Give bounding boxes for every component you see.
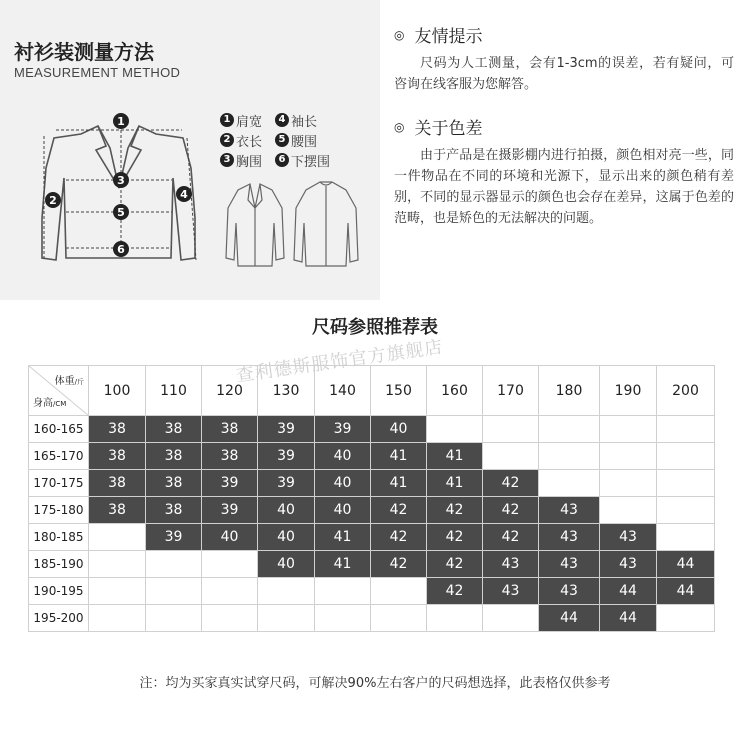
size-cell: 43 <box>600 524 657 551</box>
size-cell: 41 <box>371 443 427 470</box>
size-cell: 43 <box>539 497 600 524</box>
shirt-measurement-diagram <box>36 108 206 273</box>
size-cell: 39 <box>202 497 258 524</box>
size-cell: 40 <box>258 497 315 524</box>
legend-label: 腰围 <box>291 134 318 150</box>
size-cell: 39 <box>146 524 202 551</box>
size-cell: 38 <box>89 443 146 470</box>
size-cell: 40 <box>315 470 371 497</box>
size-cell <box>371 605 427 632</box>
legend-label: 胸围 <box>236 154 263 170</box>
size-cell: 42 <box>371 497 427 524</box>
measurement-subtitle: MEASUREMENT METHOD <box>14 65 181 80</box>
height-row-header: 195-200 <box>29 605 89 632</box>
measurement-title: 衬衫装测量方法 <box>14 40 154 64</box>
notice-text: 由于产品是在摄影棚内进行拍摄，颜色相对亮一些，同一件物品在不同的环境和光源下，显示出来的颜色稍有差别，不同的显示器显示的颜色也会存在差异，这属于色差的范畴，也是矫色的无法解决的问题。 <box>394 148 734 226</box>
size-cell: 38 <box>146 416 202 443</box>
legend-label: 肩宽 <box>236 114 263 130</box>
size-cell: 42 <box>483 497 539 524</box>
size-cell: 44 <box>657 551 715 578</box>
size-cell: 38 <box>146 443 202 470</box>
weight-column-header: 130 <box>258 366 315 416</box>
notice-title: 友情提示 <box>414 27 483 47</box>
size-cell: 39 <box>258 470 315 497</box>
size-cell: 44 <box>600 605 657 632</box>
size-table-title: 尺码参照推荐表 <box>312 317 438 338</box>
size-cell: 39 <box>258 416 315 443</box>
svg-text:6: 6 <box>117 243 125 256</box>
weight-column-header: 140 <box>315 366 371 416</box>
size-cell <box>600 497 657 524</box>
size-cell: 43 <box>539 551 600 578</box>
table-row <box>29 551 715 578</box>
size-cell: 43 <box>539 578 600 605</box>
size-cell: 38 <box>89 470 146 497</box>
size-cell: 40 <box>315 443 371 470</box>
size-cell: 38 <box>146 497 202 524</box>
weight-column-header: 150 <box>371 366 427 416</box>
notice-title: 关于色差 <box>414 119 483 139</box>
size-cell: 44 <box>539 605 600 632</box>
size-cell <box>258 578 315 605</box>
table-row <box>29 470 715 497</box>
size-cell: 41 <box>315 551 371 578</box>
table-row <box>29 497 715 524</box>
size-cell: 42 <box>371 524 427 551</box>
size-cell: 42 <box>427 497 483 524</box>
size-cell: 39 <box>315 416 371 443</box>
size-cell <box>483 416 539 443</box>
size-cell: 41 <box>427 470 483 497</box>
size-cell <box>483 443 539 470</box>
circle-bullet-icon: ◎ <box>394 119 405 134</box>
size-cell <box>539 470 600 497</box>
svg-text:1: 1 <box>117 115 125 128</box>
size-cell: 39 <box>202 470 258 497</box>
size-cell: 42 <box>427 551 483 578</box>
size-cell <box>202 578 258 605</box>
size-cell <box>315 605 371 632</box>
weight-column-header: 200 <box>657 366 715 416</box>
size-cell: 41 <box>427 443 483 470</box>
size-cell <box>657 470 715 497</box>
size-cell <box>483 605 539 632</box>
measurement-legend: 1 肩宽 4 袖长 2 衣长 5 腰围 3 胸围 6 下摆围 <box>220 110 330 170</box>
size-cell: 40 <box>315 497 371 524</box>
size-table-header-row <box>29 366 715 416</box>
notice-text: 尺码为人工测量，会有1-3cm的误差，若有疑问，可咨询在线客服为您解答。 <box>394 56 734 92</box>
size-cell: 44 <box>600 578 657 605</box>
size-cell <box>371 578 427 605</box>
size-cell <box>657 497 715 524</box>
size-cell: 40 <box>371 416 427 443</box>
size-cell <box>202 605 258 632</box>
size-cell <box>146 551 202 578</box>
size-cell: 40 <box>258 551 315 578</box>
table-row <box>29 443 715 470</box>
size-cell: 38 <box>202 416 258 443</box>
size-cell <box>427 605 483 632</box>
height-row-header: 190-195 <box>29 578 89 605</box>
height-row-header: 180-185 <box>29 524 89 551</box>
size-cell: 39 <box>258 443 315 470</box>
table-row <box>29 524 715 551</box>
size-cell <box>146 605 202 632</box>
size-cell: 43 <box>600 551 657 578</box>
weight-column-header: 100 <box>89 366 146 416</box>
legend-label: 袖长 <box>291 114 318 130</box>
size-cell: 40 <box>258 524 315 551</box>
size-cell: 41 <box>371 470 427 497</box>
size-cell: 42 <box>371 551 427 578</box>
size-cell: 42 <box>483 524 539 551</box>
size-cell: 38 <box>202 443 258 470</box>
size-cell <box>657 416 715 443</box>
weight-column-header: 170 <box>483 366 539 416</box>
size-cell: 44 <box>657 578 715 605</box>
size-cell: 41 <box>315 524 371 551</box>
size-cell: 42 <box>483 470 539 497</box>
size-cell <box>315 578 371 605</box>
table-corner-header <box>29 366 89 416</box>
weight-column-header: 120 <box>202 366 258 416</box>
size-cell <box>539 443 600 470</box>
height-row-header: 160-165 <box>29 416 89 443</box>
notice-friendly-tip <box>394 22 734 95</box>
weight-column-header: 110 <box>146 366 202 416</box>
size-cell <box>657 524 715 551</box>
size-cell: 43 <box>539 524 600 551</box>
size-cell: 40 <box>202 524 258 551</box>
size-cell <box>600 416 657 443</box>
weight-column-header: 180 <box>539 366 600 416</box>
size-cell <box>146 578 202 605</box>
table-row <box>29 605 715 632</box>
size-cell <box>89 524 146 551</box>
size-cell <box>258 605 315 632</box>
svg-text:3: 3 <box>117 174 125 187</box>
size-cell: 42 <box>427 578 483 605</box>
legend-label: 衣长 <box>236 134 263 150</box>
size-chart-table <box>28 365 715 632</box>
table-row <box>29 578 715 605</box>
height-row-header: 170-175 <box>29 470 89 497</box>
size-cell: 38 <box>89 416 146 443</box>
height-row-header: 175-180 <box>29 497 89 524</box>
garment-illustrations <box>220 178 370 270</box>
svg-text:5: 5 <box>117 206 125 219</box>
size-cell: 38 <box>146 470 202 497</box>
size-cell <box>600 470 657 497</box>
size-cell <box>539 416 600 443</box>
svg-text:4: 4 <box>180 188 188 201</box>
height-row-header: 165-170 <box>29 443 89 470</box>
weight-header: 体重/斤 <box>54 376 84 387</box>
weight-column-header: 160 <box>427 366 483 416</box>
size-cell <box>89 551 146 578</box>
height-row-header: 185-190 <box>29 551 89 578</box>
weight-column-header: 190 <box>600 366 657 416</box>
size-cell <box>89 605 146 632</box>
size-cell <box>657 605 715 632</box>
table-row <box>29 416 715 443</box>
size-cell: 43 <box>483 551 539 578</box>
store-watermark: 查利德斯服饰官方旗舰店 <box>234 336 445 387</box>
legend-label: 下摆围 <box>291 154 331 170</box>
circle-bullet-icon: ◎ <box>394 27 405 42</box>
size-cell <box>202 551 258 578</box>
size-cell: 42 <box>427 524 483 551</box>
size-cell <box>89 578 146 605</box>
size-cell <box>600 443 657 470</box>
size-cell: 43 <box>483 578 539 605</box>
size-cell <box>427 416 483 443</box>
size-cell <box>657 443 715 470</box>
height-header: 身高/CM <box>33 398 67 409</box>
size-cell: 38 <box>89 497 146 524</box>
footnote: 注：均为买家真实试穿尺码，可解决90%左右客户的尺码想选择，此表格仅供参考 <box>139 676 611 691</box>
notice-color-difference <box>394 114 734 229</box>
svg-text:2: 2 <box>49 194 57 207</box>
